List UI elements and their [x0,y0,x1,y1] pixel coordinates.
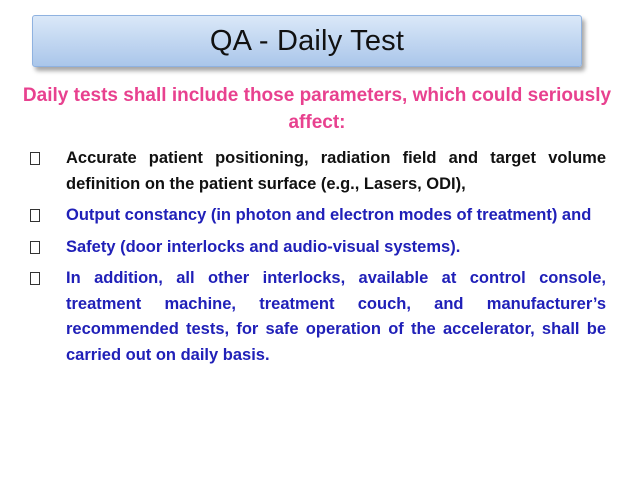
bullet-item [30,203,606,229]
bullet-item [30,235,606,261]
bullet-text: Accurate patient positioning, radiation field and target volume definition on the patient surface (e.g., Lasers, ODI), [66,149,606,193]
bullet-text: Output constancy (in photon and electron modes of treatment) and [66,206,592,224]
square-bullet-icon [30,241,40,254]
square-bullet-icon [30,209,40,222]
title-box [32,15,582,67]
bullet-item [30,266,606,368]
square-bullet-icon [30,152,40,165]
bullet-text: In addition, all other interlocks, available at control console, treatment machine, treatment couch, and manufacturer’s recommended tests, for safe operation of the accelerator, shall be carried out on daily basis. [66,269,606,364]
bullet-text: Safety (door interlocks and audio-visual systems). [66,237,461,256]
slide-title: QA - Daily Test [209,24,405,57]
square-bullet-icon [30,272,40,285]
slide-subtitle: Daily tests shall include those parameters, which could seriously affect: [22,85,612,133]
bullet-item [30,146,606,197]
bullet-list [30,146,606,374]
